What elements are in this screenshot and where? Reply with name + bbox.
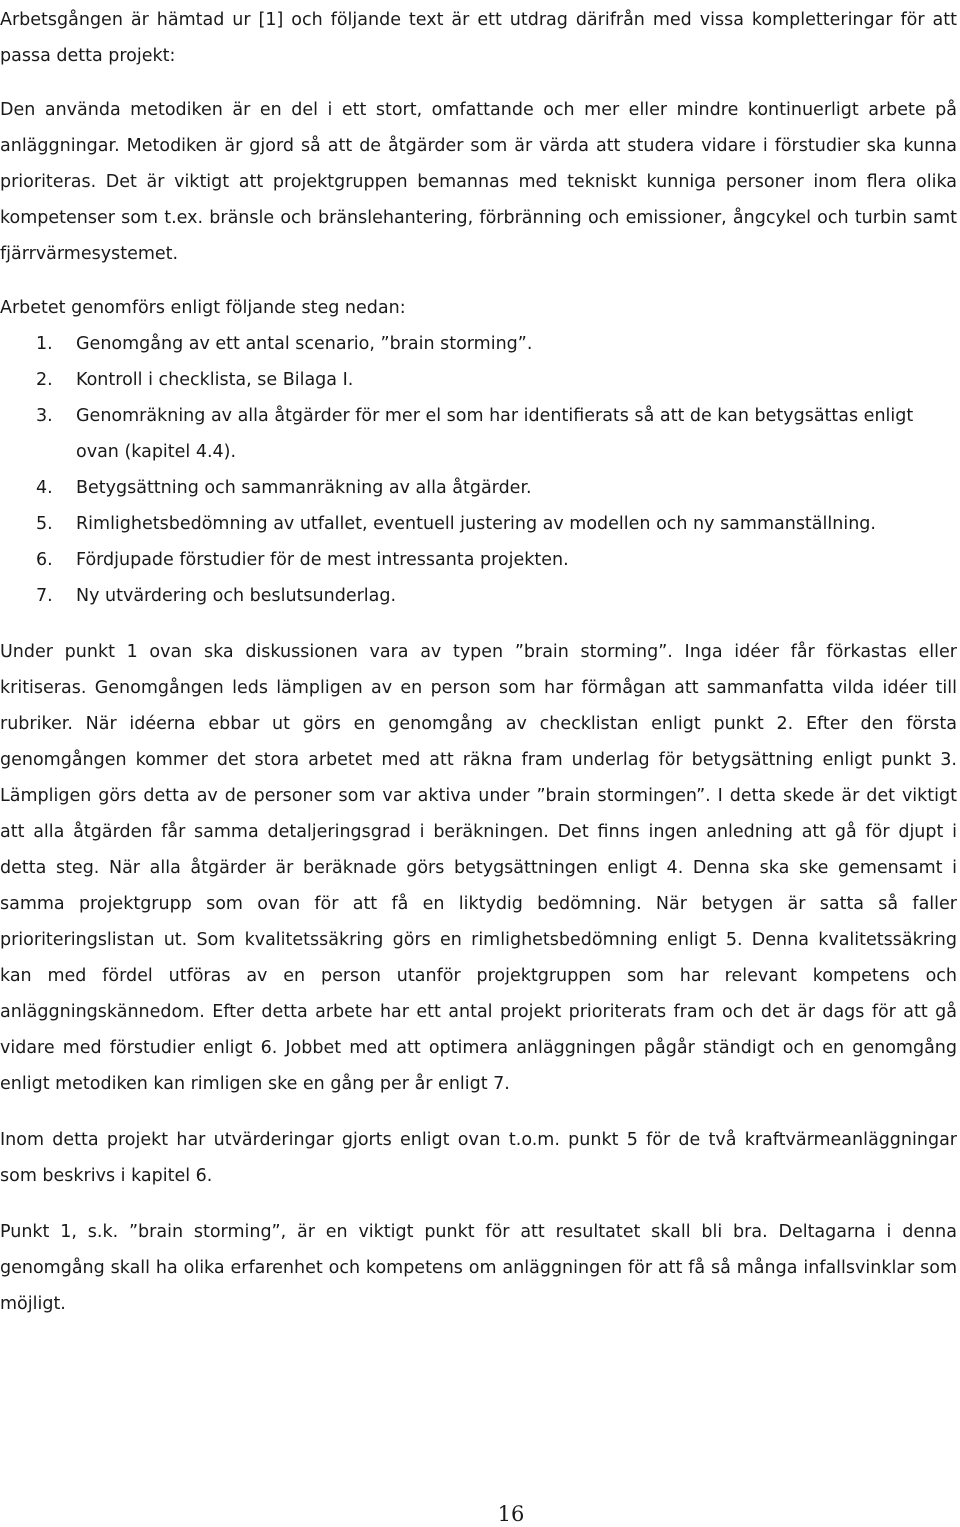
list-item-number: 3.	[36, 406, 53, 426]
steps-intro-paragraph: Arbetet genomförs enligt följande steg nedan:	[0, 298, 406, 318]
list-item-number: 6.	[36, 550, 53, 570]
steps-list	[0, 326, 957, 614]
list-item-text: Kontroll i checklista, se Bilaga I.	[76, 370, 354, 390]
discussion-paragraph: Under punkt 1 ovan ska diskussionen vara av typen ”brain storming”. Inga idéer får förkastas eller kritiseras. Genomgången leds lämpligen av en person som har förmågan att sammanfatta vilda idéer till rubriker. När idéerna ebbar ut görs en genomgång av checklistan enligt punkt 2. Efter den första genomgången kommer det stora arbetet med att räkna fram underlag för betygsättning enligt punkt 3. Lämpligen görs detta av de personer som var aktiva under ”brain stormingen”. I detta skede är det viktigt att alla åtgärden får samma detaljeringsgrad i beräkningen. Det finns ingen anledning att gå för djupt i detta steg. När alla åtgärder är beräknade görs betygsättningen enligt 4. Denna ska ske gemensamt i samma projektgrupp som ovan för att få en liktydig bedömning. När betygen är satta så faller prioriteringslistan ut. Som kvalitetssäkring görs en rimlighetsbedömning enligt 5. Denna kvalitetssäkring kan med fördel utföras av en person utanför projektgruppen som har relevant kompetens och anläggningskännedom. Efter detta arbete har ett antal projekt prioriterats fram och det är dags för att gå vidare med förstudier enligt 6. Jobbet med att optimera anläggningen pågår ständigt och en genomgång enligt metodiken kan rimligen ske en gång per år enligt 7.	[0, 642, 957, 1094]
list-item-number: 5.	[36, 514, 53, 534]
list-item	[0, 542, 957, 578]
intro-paragraph: Arbetsgången är hämtad ur [1] och följande text är ett utdrag därifrån med vissa kompletteringar för att passa detta projekt:	[0, 10, 957, 66]
list-item-text: Fördjupade förstudier för de mest intressanta projekten.	[76, 550, 569, 570]
list-item-text: Genomräkning av alla åtgärder för mer el som har identifierats så att de kan betygsättas enligt ovan (kapitel 4.4).	[76, 406, 914, 462]
list-item-number: 1.	[36, 334, 53, 354]
list-item-number: 2.	[36, 370, 53, 390]
list-item	[0, 470, 957, 506]
list-item-text: Ny utvärdering och beslutsunderlag.	[76, 586, 397, 606]
list-item-text: Genomgång av ett antal scenario, ”brain storming”.	[76, 334, 533, 354]
page-number: 16	[497, 1502, 525, 1526]
evaluation-paragraph: Inom detta projekt har utvärderingar gjorts enligt ovan t.o.m. punkt 5 för de två kraftvärmeanläggningar som beskrivs i kapitel 6.	[0, 1130, 957, 1186]
list-item-text: Betygsättning och sammanräkning av alla åtgärder.	[76, 478, 532, 498]
method-paragraph: Den använda metodiken är en del i ett stort, omfattande och mer eller mindre kontinuerligt arbete på anläggningar. Metodiken är gjord så att de åtgärder som är värda att studera vidare i förstudier ska kunna prioriteras. Det är viktigt att projektgruppen bemannas med tekniskt kunniga personer inom flera olika kompetenser som t.ex. bränsle och bränslehantering, förbränning och emissioner, ångcykel och turbin samt fjärrvärmesystemet.	[0, 100, 957, 264]
list-item-number: 7.	[36, 586, 53, 606]
list-item-number: 4.	[36, 478, 53, 498]
list-item-text: Rimlighetsbedömning av utfallet, eventuell justering av modellen och ny sammanställning.	[76, 514, 876, 534]
list-item	[0, 326, 957, 362]
list-item	[0, 398, 957, 470]
list-item	[0, 362, 957, 398]
list-item	[0, 578, 957, 614]
brainstorming-paragraph: Punkt 1, s.k. ”brain storming”, är en viktigt punkt för att resultatet skall bli bra. Deltagarna i denna genomgång skall ha olika erfarenhet och kompetens om anläggningen för att få så många infallsvinklar som möjligt.	[0, 1222, 957, 1314]
list-item	[0, 506, 957, 542]
